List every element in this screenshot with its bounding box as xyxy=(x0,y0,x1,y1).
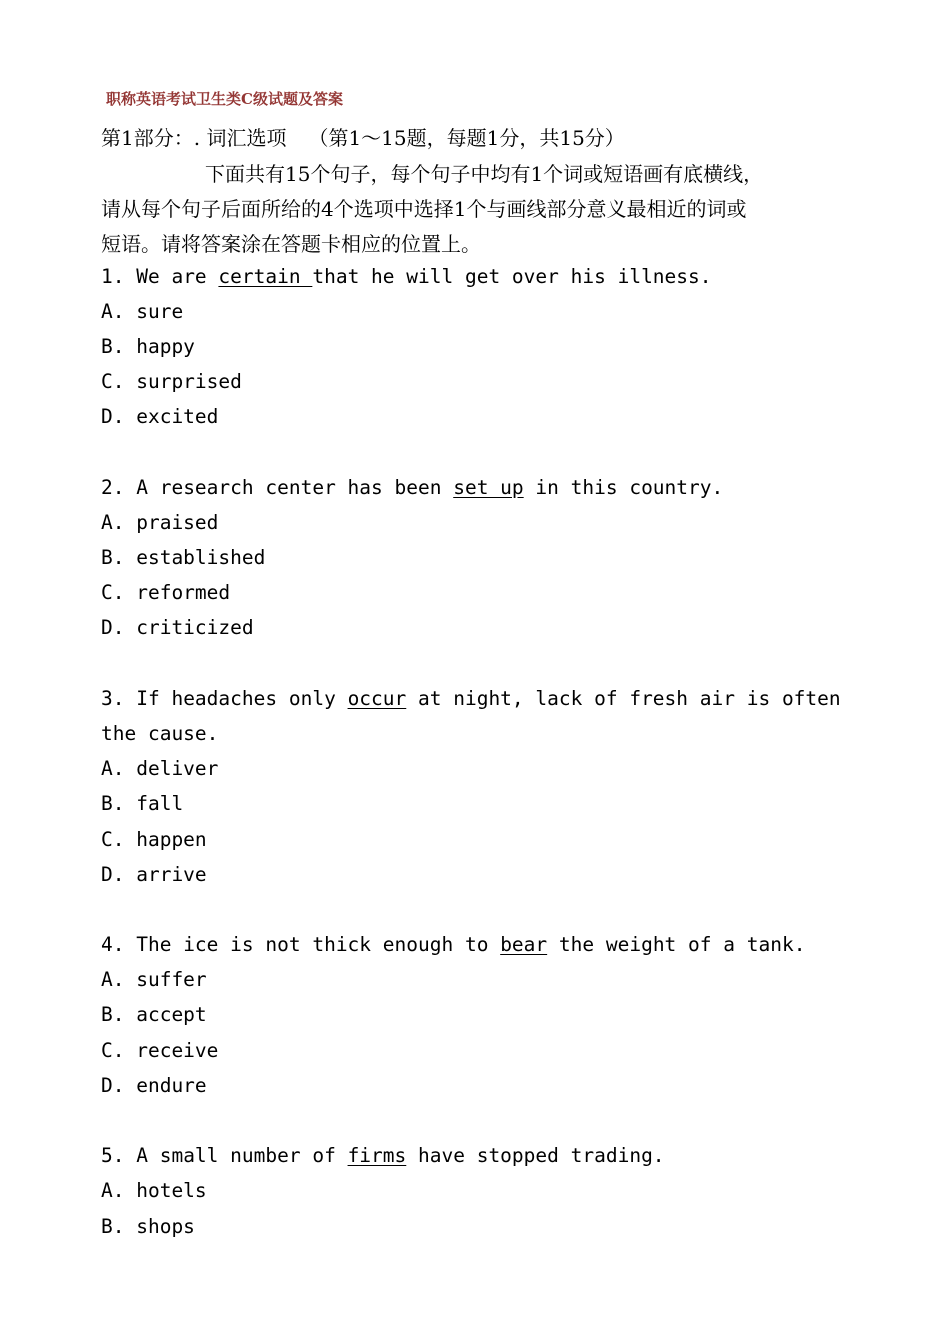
stem-text: have stopped trading. xyxy=(406,1144,665,1167)
underlined-word: bear xyxy=(500,933,548,956)
question-stem xyxy=(101,930,805,960)
answer-option[interactable]: A. deliver xyxy=(101,757,219,780)
section-title xyxy=(101,122,625,151)
stem-text: A small number of xyxy=(136,1144,348,1167)
section-range: （第1～15题，每题1分，共15分） xyxy=(308,126,625,150)
answer-option[interactable]: D. arrive xyxy=(101,863,207,886)
stem-text: the weight of a tank. xyxy=(547,933,806,956)
underlined-word: occur xyxy=(347,687,407,710)
answer-option[interactable]: D. endure xyxy=(101,1074,207,1097)
stem-text: We are xyxy=(136,265,219,288)
answer-option[interactable]: B. fall xyxy=(101,792,184,815)
answer-option[interactable]: C. reformed xyxy=(101,581,231,604)
question-stem xyxy=(101,1141,665,1171)
answer-option[interactable]: A. hotels xyxy=(101,1179,207,1202)
question-number: 5. xyxy=(101,1144,125,1167)
answer-option[interactable]: A. sure xyxy=(101,300,184,323)
document-title: 职称英语考试卫生类C级试题及答案 xyxy=(106,90,343,108)
stem-text: that he will get over his illness. xyxy=(312,265,712,288)
stem-text: If headaches only xyxy=(136,687,348,710)
answer-option[interactable]: D. excited xyxy=(101,405,219,428)
section-heading: 第1部分：. 词汇选项 xyxy=(101,126,287,150)
instruction-line: 短语。请将答案涂在答题卡相应的位置上。 xyxy=(101,232,481,256)
instruction-line: 请从每个句子后面所给的4个选项中选择1个与画线部分意义最相近的词或 xyxy=(101,197,747,221)
question-number: 4. xyxy=(101,933,125,956)
stem-text: at night, lack of fresh air is often xyxy=(406,687,841,710)
underlined-word: certain xyxy=(218,265,313,288)
stem-text: in this country. xyxy=(523,476,724,499)
answer-option[interactable]: B. happy xyxy=(101,335,195,358)
answer-option[interactable]: C. receive xyxy=(101,1039,219,1062)
answer-option[interactable]: D. criticized xyxy=(101,616,254,639)
question-stem-continuation: the cause. xyxy=(101,722,219,745)
question-number: 1. xyxy=(101,265,125,288)
instruction-line: 下面共有15个句子，每个句子中均有1个词或短语画有底横线， xyxy=(205,162,764,186)
answer-option[interactable]: C. surprised xyxy=(101,370,242,393)
stem-text: The ice is not thick enough to xyxy=(136,933,501,956)
underlined-word: firms xyxy=(347,1144,407,1167)
answer-option[interactable]: B. shops xyxy=(101,1215,195,1238)
answer-option[interactable]: B. accept xyxy=(101,1003,207,1026)
answer-option[interactable]: A. praised xyxy=(101,511,219,534)
question-stem xyxy=(101,684,841,714)
answer-option[interactable]: A. suffer xyxy=(101,968,207,991)
stem-text: A research center has been xyxy=(136,476,454,499)
answer-option[interactable]: B. established xyxy=(101,546,266,569)
underlined-word: set up xyxy=(453,476,524,499)
question-number: 3. xyxy=(101,687,125,710)
question-number: 2. xyxy=(101,476,125,499)
answer-option[interactable]: C. happen xyxy=(101,828,207,851)
question-stem xyxy=(101,262,712,292)
question-stem xyxy=(101,473,723,503)
